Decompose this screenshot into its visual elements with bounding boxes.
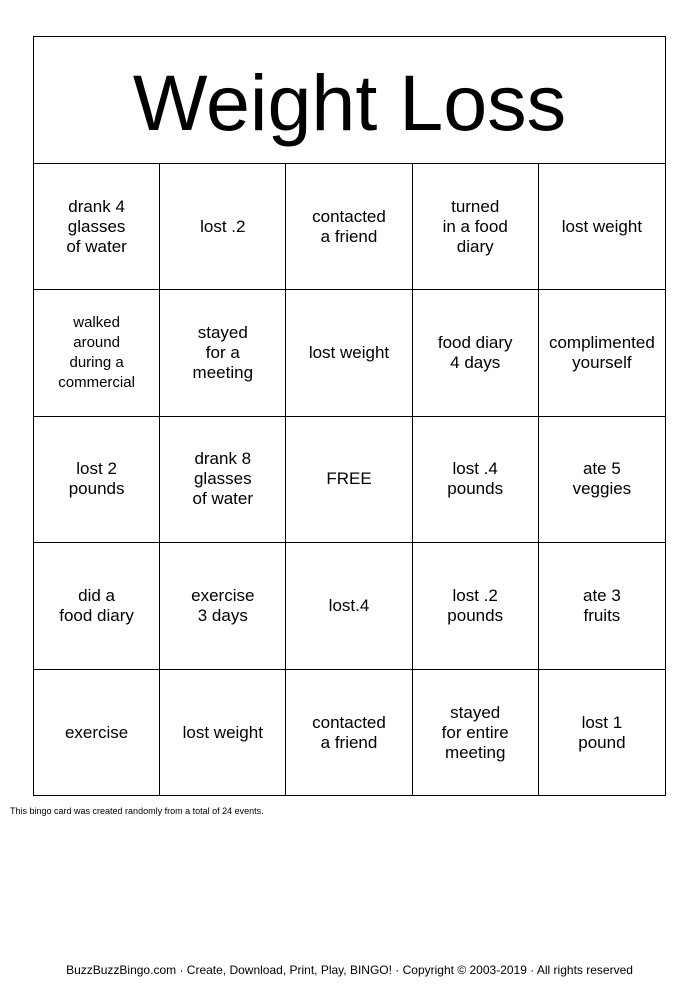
bingo-cell: contacted a friend (286, 670, 412, 796)
bingo-cell: lost 2 pounds (34, 417, 160, 543)
bingo-cell: lost.4 (286, 543, 412, 669)
bingo-cell: exercise (34, 670, 160, 796)
bingo-cell: lost weight (539, 164, 665, 290)
bingo-cell: stayed for a meeting (160, 290, 286, 416)
bingo-cell: food diary 4 days (413, 290, 539, 416)
bingo-cell: ate 3 fruits (539, 543, 665, 669)
footer-text: BuzzBuzzBingo.com · Create, Download, Print, Play, BINGO! · Copyright © 2003-2019 · All rights reserved (66, 963, 633, 977)
bingo-cell: lost weight (160, 670, 286, 796)
bingo-grid (34, 164, 665, 796)
bingo-cell: lost weight (286, 290, 412, 416)
bingo-cell: drank 4 glasses of water (34, 164, 160, 290)
bingo-cell-free: FREE (286, 417, 412, 543)
bingo-cell: lost .4 pounds (413, 417, 539, 543)
bingo-cell: drank 8 glasses of water (160, 417, 286, 543)
card-note: This bingo card was created randomly from a total of 24 events. (10, 806, 264, 816)
bingo-cell: contacted a friend (286, 164, 412, 290)
bingo-cell: walked around during a commercial (34, 290, 160, 416)
bingo-cell: lost .2 (160, 164, 286, 290)
bingo-cell: complimented yourself (539, 290, 665, 416)
bingo-cell: stayed for entire meeting (413, 670, 539, 796)
card-title: Weight Loss (34, 37, 665, 164)
bingo-cell: lost .2 pounds (413, 543, 539, 669)
bingo-cell: lost 1 pound (578, 712, 626, 752)
bingo-cell: ate 5 veggies (539, 417, 665, 543)
bingo-cell: did a food diary (34, 543, 160, 669)
bingo-cell: exercise 3 days (160, 543, 286, 669)
bingo-cell: turned in a food diary (413, 164, 539, 290)
bingo-card (33, 36, 666, 796)
